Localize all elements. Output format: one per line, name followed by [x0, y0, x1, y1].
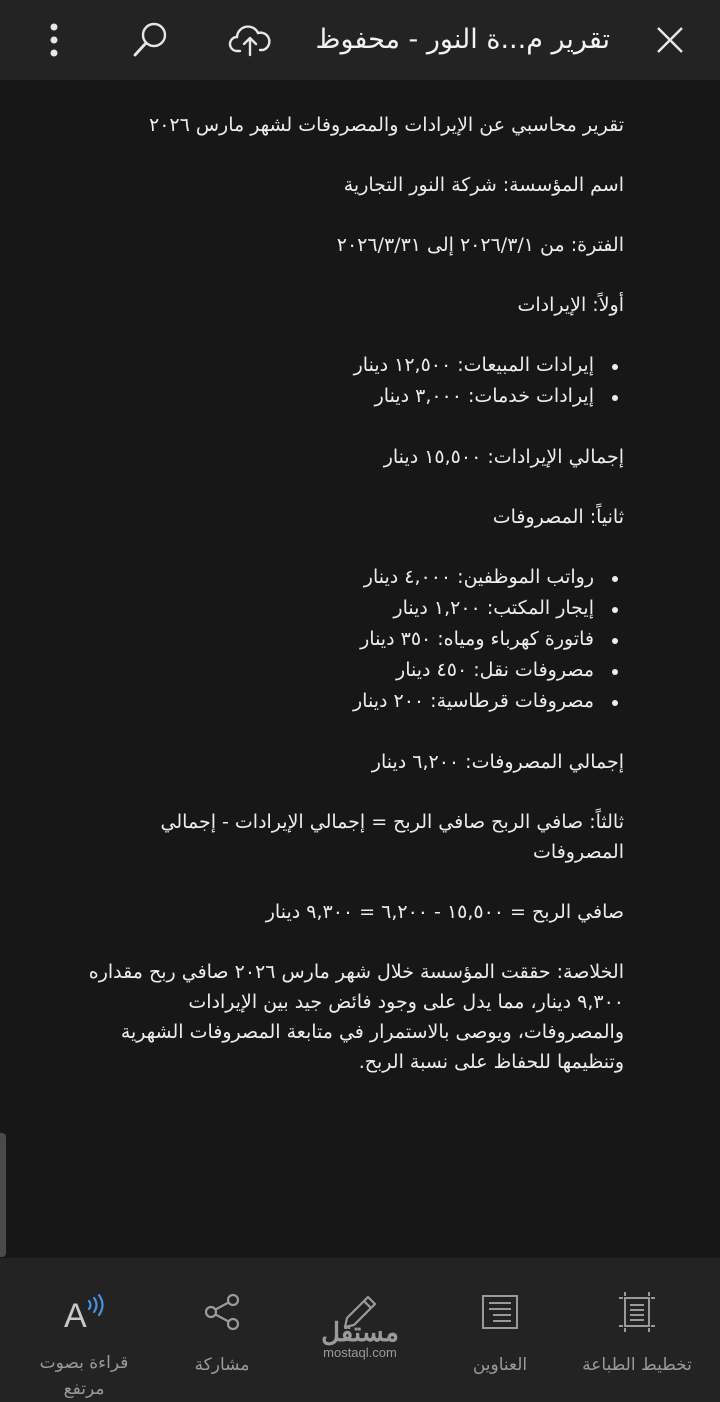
- share-button[interactable]: [150, 1258, 294, 1402]
- headings-label: العناوين: [472, 1355, 528, 1375]
- expense-list: [80, 562, 624, 717]
- read-aloud-button[interactable]: [12, 1258, 156, 1402]
- mostaql-watermark: مستقل mostaql.com: [321, 1317, 399, 1360]
- document-title: تقرير م...ة النور - محفوظ: [315, 24, 610, 55]
- search-icon[interactable]: [128, 18, 172, 62]
- revenue-list: [80, 350, 624, 412]
- profit-heading: ثالثاً: صافي الربح صافي الربح = إجمالي الإيرادات - إجمالي المصروفات: [160, 811, 624, 863]
- cloud-upload-icon[interactable]: [228, 18, 272, 62]
- print-layout-button[interactable]: [565, 1258, 709, 1402]
- list-item: إيجار المكتب: ١,٢٠٠ دينار: [80, 593, 594, 624]
- list-item: رواتب الموظفين: ٤,٠٠٠ دينار: [80, 562, 594, 593]
- svg-text:A: A: [64, 1297, 87, 1333]
- print-layout-label: تخطيط الطباعة: [582, 1355, 692, 1375]
- revenue-heading: أولاً: الإيرادات: [517, 294, 624, 316]
- headings-button[interactable]: [428, 1258, 572, 1402]
- expense-heading: ثانياً: المصروفات: [492, 506, 624, 528]
- list-item: إيرادات المبيعات: ١٢,٥٠٠ دينار: [80, 350, 594, 381]
- print-layout-icon: [613, 1288, 661, 1336]
- read-aloud-icon: [60, 1288, 108, 1334]
- app-header: [0, 0, 720, 80]
- profit-calculation: صافي الربح = ١٥,٥٠٠ - ٦,٢٠٠ = ٩,٣٠٠ دينار: [265, 901, 624, 923]
- list-item: إيرادات خدمات: ٣,٠٠٠ دينار: [80, 381, 594, 412]
- organization-name: اسم المؤسسة: شركة النور التجارية: [343, 174, 624, 196]
- list-item: فاتورة كهرباء ومياه: ٣٥٠ دينار: [80, 624, 594, 655]
- conclusion-paragraph: الخلاصة: حققت المؤسسة خلال شهر مارس ٢٠٢٦ صافي ربح مقداره ٩,٣٠٠ دينار، مما يدل على وجود فائض جيد بين الإيرادات والمصروفات، ويوصى بالاستمرار في متابعة المصروفات الشهرية وتنظيمها للحفاظ على نسبة الربح.: [88, 961, 624, 1073]
- more-vertical-icon[interactable]: [32, 18, 76, 62]
- headings-icon: [476, 1288, 524, 1336]
- expense-total: إجمالي المصروفات: ٦,٢٠٠ دينار: [371, 751, 624, 773]
- share-icon: [198, 1288, 246, 1336]
- report-period: الفترة: من ٢٠٢٦/٣/١ إلى ٢٠٢٦/٣/٣١: [336, 234, 624, 256]
- list-item: مصروفات نقل: ٤٥٠ دينار: [80, 655, 594, 686]
- revenue-total: إجمالي الإيرادات: ١٥,٥٠٠ دينار: [383, 446, 624, 468]
- scrollbar-handle[interactable]: [0, 1133, 6, 1257]
- document-body[interactable]: [80, 110, 624, 1107]
- report-title: تقرير محاسبي عن الإيرادات والمصروفات لشهر مارس ٢٠٢٦: [148, 114, 624, 136]
- close-icon[interactable]: [648, 18, 692, 62]
- share-label: مشاركة: [194, 1355, 250, 1375]
- read-aloud-label: قراءة بصوت مرتفع: [39, 1353, 129, 1399]
- list-item: مصروفات قرطاسية: ٢٠٠ دينار: [80, 686, 594, 717]
